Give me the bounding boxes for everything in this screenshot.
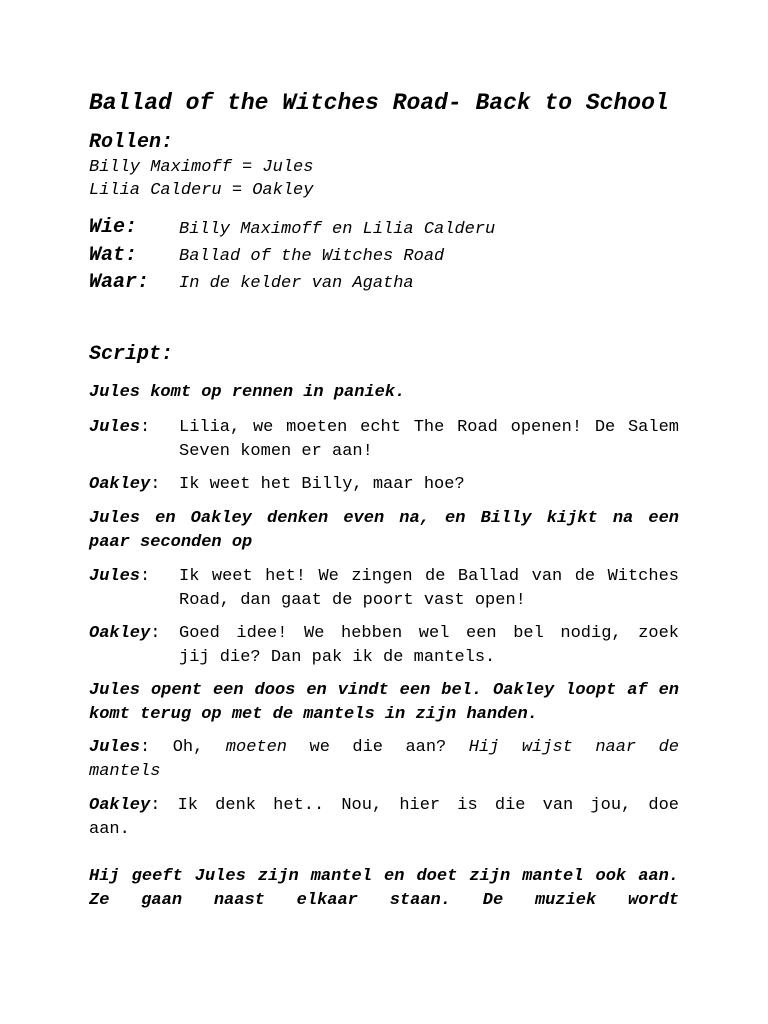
meta-value-wat: Ballad of the Witches Road <box>179 247 445 266</box>
roles-heading: Rollen: <box>89 131 174 154</box>
meta-label-waar: Waar: <box>89 271 150 294</box>
meta-value-wie: Billy Maximoff en Lilia Calderu <box>179 220 496 239</box>
speaker-separator: : <box>140 738 151 757</box>
dialogue-text-mid: we die aan? <box>287 738 469 757</box>
stage-note-wrap: mantels <box>89 762 161 781</box>
dialogue-line <box>89 622 679 670</box>
stage-direction-3: Jules opent een doos en vindt een bel. Oakley loopt af en komt terug op met de mantels in zijn handen. <box>89 681 679 724</box>
dialogue-text-wrap: aan. <box>89 820 130 839</box>
dialogue-text-line-2: jij die? Dan pak ik de mantels. <box>179 648 496 667</box>
dialogue-line <box>89 473 679 497</box>
dialogue-text-pre: Oh, <box>172 738 226 757</box>
role-line-1: Billy Maximoff = Jules <box>89 158 314 177</box>
speaker-separator: : <box>140 418 151 437</box>
speaker-name: Jules <box>89 418 141 437</box>
speaker-name: Oakley <box>89 624 151 643</box>
dialogue-text-line-1: Goed idee! We hebben wel een bel nodig, zoek <box>179 624 679 643</box>
dialogue-line <box>89 565 679 613</box>
dialogue-text-line-1: Lilia, we moeten echt The Road openen! De Salem <box>179 418 679 437</box>
dialogue-text: Ik denk het.. Nou, hier is die van jou, doe <box>177 796 680 815</box>
stage-direction-1: Jules komt op rennen in paniek. <box>89 383 406 402</box>
speaker-separator: : <box>140 567 151 586</box>
stage-direction-2: Jules en Oakley denken even na, en Billy kijkt na een paar seconden op <box>89 509 679 552</box>
script-heading: Script: <box>89 343 174 366</box>
dialogue-text-line-1: Ik weet het! We zingen de Ballad van de Witches <box>179 567 679 586</box>
speaker-separator: : <box>150 475 161 494</box>
speaker-separator: : <box>150 796 161 815</box>
speaker-name: Jules <box>89 738 141 757</box>
speaker-name: Oakley <box>89 475 151 494</box>
meta-label-wat: Wat: <box>89 244 138 267</box>
stage-note-inline: Hij wijst naar de <box>468 738 680 757</box>
speaker-name: Oakley <box>89 796 151 815</box>
meta-value-waar: In de kelder van Agatha <box>179 274 414 293</box>
dialogue-emphasis: moeten <box>225 738 288 757</box>
speaker-name: Jules <box>89 567 141 586</box>
speaker-separator: : <box>150 624 161 643</box>
dialogue-line <box>89 416 679 464</box>
dialogue-line <box>89 736 679 760</box>
stage-direction-4: Hij geeft Jules zijn mantel en doet zijn mantel ook aan. Ze gaan naast elkaar staan. De muziek wordt <box>89 867 679 910</box>
meta-label-wie: Wie: <box>89 216 138 239</box>
role-line-2: Lilia Calderu = Oakley <box>89 181 314 200</box>
dialogue-text-line-1: Ik weet het Billy, maar hoe? <box>179 475 465 494</box>
dialogue-text-line-2: Road, dan gaat de poort vast open! <box>179 591 526 610</box>
dialogue-text-line-2: Seven komen er aan! <box>179 442 373 461</box>
dialogue-line <box>89 794 679 818</box>
document-title: Ballad of the Witches Road- Back to School <box>89 90 669 116</box>
